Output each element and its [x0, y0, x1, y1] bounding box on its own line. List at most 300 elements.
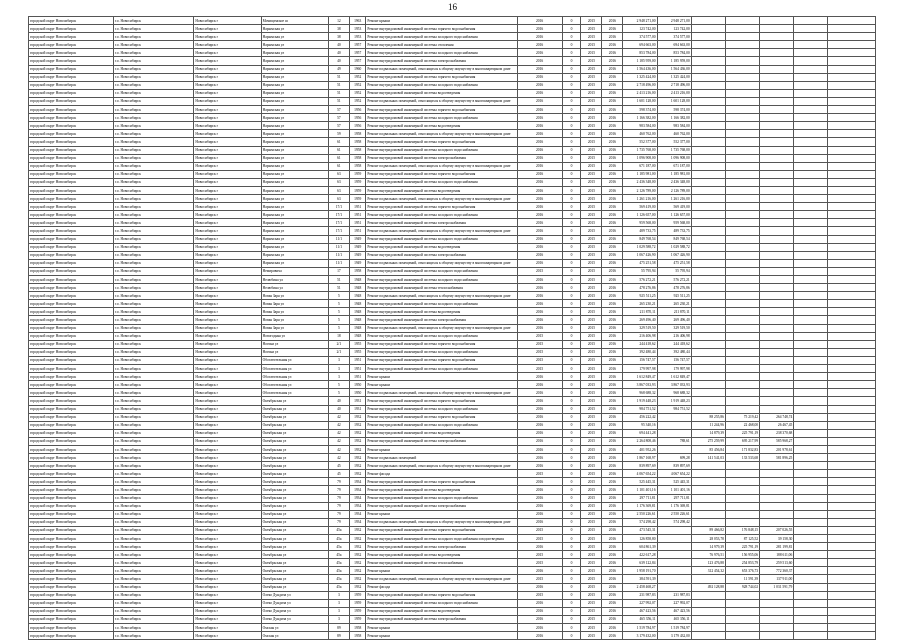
table-cell: г.о. Новосибирск — [113, 624, 194, 632]
table-cell: 2015 — [581, 292, 602, 300]
table-cell: 264 748,74 — [760, 413, 794, 421]
table-cell — [828, 259, 876, 267]
table-cell: Новосибирск г — [194, 162, 261, 170]
table-cell — [794, 632, 828, 640]
table-cell: городской округ Новосибирск — [29, 445, 114, 453]
table-cell: 374 577,00 — [657, 33, 691, 41]
table-cell: 28 053,78 — [691, 535, 725, 543]
table-cell — [794, 551, 828, 559]
table-cell — [691, 332, 725, 340]
table-cell: 2015 — [581, 138, 602, 146]
table-cell: 1956 — [349, 114, 366, 122]
table-cell: 2015 — [581, 73, 602, 81]
table-cell: Ремонт внутридомовой инженерной системы водоотведения — [366, 486, 517, 494]
table-cell: г.о. Новосибирск — [113, 267, 194, 275]
table-cell: 581 896,25 — [760, 454, 794, 462]
table-cell: г.о. Новосибирск — [113, 324, 194, 332]
table-cell: 2015 — [581, 454, 602, 462]
table-cell: 1958 — [349, 162, 366, 170]
table-cell: 2015 — [581, 41, 602, 49]
table-cell: г.о. Новосибирск — [113, 567, 194, 575]
table-cell: 2015 — [581, 162, 602, 170]
table-cell — [691, 405, 725, 413]
table-cell: Новосибирск г — [194, 632, 261, 640]
table-cell: 0 — [562, 57, 581, 65]
table-cell: 0 — [562, 97, 581, 105]
table-cell: городской округ Новосибирск — [29, 518, 114, 526]
table-cell: 1934 — [349, 502, 366, 510]
table-cell: Октябрьская ул — [261, 397, 328, 405]
table-cell — [828, 502, 876, 510]
table-row — [29, 276, 876, 284]
table-cell — [657, 445, 691, 453]
table-cell — [657, 429, 691, 437]
table-cell: 1952 — [349, 81, 366, 89]
table-cell: 2015 — [581, 510, 602, 518]
table-cell — [794, 332, 828, 340]
table-cell — [828, 203, 876, 211]
table-cell: 2016 — [517, 292, 562, 300]
table-cell: городской округ Новосибирск — [29, 494, 114, 502]
table-row — [29, 324, 876, 332]
table-cell — [725, 365, 759, 373]
table-cell: 2016 — [517, 624, 562, 632]
table-cell: 467 423,56 — [657, 607, 691, 615]
table-cell: 2016 — [517, 114, 562, 122]
table-cell: 1948 — [349, 308, 366, 316]
table-cell — [794, 624, 828, 632]
table-cell: 171 832,83 — [725, 445, 759, 453]
table-cell: Новосибирск г — [194, 535, 261, 543]
table-cell: 2016 — [602, 332, 623, 340]
table-cell: 1959 — [349, 178, 366, 186]
table-cell — [794, 494, 828, 502]
table-cell: 79 — [328, 486, 349, 494]
table-cell: 0 — [562, 259, 581, 267]
table-cell: Октябрьская ул — [261, 429, 328, 437]
table-cell — [691, 138, 725, 146]
table-cell: г.о. Новосибирск — [113, 162, 194, 170]
table-cell — [828, 162, 876, 170]
table-cell — [794, 122, 828, 130]
table-cell: Ремонт подвальных помещений, относящихся к общему имуществу в многоквартирном доме — [366, 389, 517, 397]
table-row — [29, 381, 876, 389]
table-cell — [691, 373, 725, 381]
table-cell: 2015 — [581, 154, 602, 162]
table-cell: 1951 — [349, 227, 366, 235]
table-cell: 11 591,39 — [725, 575, 759, 583]
table-cell: г.о. Новосибирск — [113, 49, 194, 57]
table-cell: 2016 — [602, 154, 623, 162]
table-cell: Новосибирск г — [194, 373, 261, 381]
table-cell — [828, 607, 876, 615]
table-cell — [794, 49, 828, 57]
table-row — [29, 567, 876, 575]
table-cell: Обогатительная ул — [261, 356, 328, 364]
table-cell — [828, 316, 876, 324]
table-cell: 2015 — [581, 478, 602, 486]
table-cell: 1 325 424,00 — [657, 73, 691, 81]
table-cell: 51 — [328, 89, 349, 97]
table-cell: 0 — [562, 494, 581, 502]
table-cell: 88 255,86 — [691, 413, 725, 421]
table-cell — [828, 219, 876, 227]
table-cell: 297 711,81 — [657, 494, 691, 502]
table-cell — [794, 486, 828, 494]
table-cell — [760, 17, 794, 25]
table-cell: 0 — [562, 575, 581, 583]
table-row — [29, 114, 876, 122]
table-cell: 2015 — [581, 356, 602, 364]
table-row — [29, 591, 876, 599]
table-cell: Ремонт подвальных помещений, относящихся к общему имуществу в многоквартирном доме — [366, 65, 517, 73]
table-cell: Октябрьская ул — [261, 583, 328, 591]
table-cell: 2015 — [581, 348, 602, 356]
table-cell — [794, 195, 828, 203]
table-cell: 2016 — [517, 413, 562, 421]
table-cell: Октябрьская ул — [261, 413, 328, 421]
table-row — [29, 454, 876, 462]
table-cell: 2015 — [581, 259, 602, 267]
table-cell: 2015 — [581, 470, 602, 478]
table-cell: Ремонт внутридомовой инженерной системы электроснабжения — [366, 154, 517, 162]
table-cell: 1952 — [349, 97, 366, 105]
table-cell: городской округ Новосибирск — [29, 162, 114, 170]
table-cell: Ремонт внутридомовой инженерной системы горячего водоснабжения — [366, 397, 517, 405]
table-cell: г.о. Новосибирск — [113, 543, 194, 551]
table-cell: городской округ Новосибирск — [29, 470, 114, 478]
table-cell: Октябрьская ул — [261, 421, 328, 429]
table-cell: 51 — [328, 73, 349, 81]
table-cell: городской округ Новосибирск — [29, 211, 114, 219]
table-cell — [691, 106, 725, 114]
table-cell: 49 — [328, 65, 349, 73]
table-cell: 2015 — [517, 551, 562, 559]
table-cell: 2016 — [517, 122, 562, 130]
table-cell: 0 — [562, 17, 581, 25]
table-cell: 2015 — [581, 429, 602, 437]
table-cell: г.о. Новосибирск — [113, 33, 194, 41]
table-cell: Октябрьская ул — [261, 502, 328, 510]
table-cell — [828, 154, 876, 162]
table-cell: 2016 — [602, 591, 623, 599]
table-cell: Ремонт крыши — [366, 17, 517, 25]
table-cell — [725, 203, 759, 211]
table-cell — [725, 49, 759, 57]
table-cell — [691, 615, 725, 623]
table-cell: Нарымская ул — [261, 41, 328, 49]
table-cell: г.о. Новосибирск — [113, 615, 194, 623]
table-cell — [760, 373, 794, 381]
table-cell: 2015 — [581, 81, 602, 89]
table-cell: Новосибирск г — [194, 186, 261, 194]
table-cell: 17/1 — [328, 211, 349, 219]
table-cell: Ремонт внутридомовой инженерной системы горячего водоснабжения — [366, 478, 517, 486]
table-cell — [828, 292, 876, 300]
table-cell — [794, 219, 828, 227]
table-cell: Ремонт крыши — [366, 624, 517, 632]
table-cell — [760, 365, 794, 373]
table-cell: Новосибирск г — [194, 81, 261, 89]
table-cell — [828, 437, 876, 445]
table-cell: Ремонт внутридомовой инженерной системы электроснабжения — [366, 57, 517, 65]
table-cell: Новосибирск г — [194, 348, 261, 356]
table-cell: городской округ Новосибирск — [29, 33, 114, 41]
table-cell: 1963 — [349, 17, 366, 25]
table-row — [29, 559, 876, 567]
table-cell: 2015 — [581, 599, 602, 607]
table-cell: 2016 — [517, 259, 562, 267]
table-cell: 2016 — [602, 65, 623, 73]
table-cell: 188 611,06 — [760, 551, 794, 559]
table-row — [29, 478, 876, 486]
table-cell: Ремонт внутридомовой инженерной системы холодного водоснабжения — [366, 365, 517, 373]
table-cell: Новосибирск г — [194, 267, 261, 275]
table-cell: Ремонт внутридомовой инженерной системы электроснабжения — [366, 543, 517, 551]
table-cell: 3 — [328, 599, 349, 607]
table-cell: 2015 — [581, 607, 602, 615]
table-cell: 2016 — [602, 348, 623, 356]
table-cell: 2016 — [602, 73, 623, 81]
table-cell — [691, 389, 725, 397]
table-cell — [725, 65, 759, 73]
table-cell: 2015 — [581, 494, 602, 502]
table-cell: Ремонт подвальных помещений, относящихся к общему имуществу в многоквартирном доме — [366, 324, 517, 332]
table-cell: Нарымская ул — [261, 97, 328, 105]
table-cell: 2016 — [602, 405, 623, 413]
table-cell — [725, 73, 759, 81]
table-cell: 849 768,54 — [657, 235, 691, 243]
table-cell: 0 — [562, 518, 581, 526]
table-cell: Ремонт внутридомовой инженерной системы холодного водоснабжения — [366, 421, 517, 429]
table-cell: 2016 — [602, 470, 623, 478]
table-cell: городской округ Новосибирск — [29, 324, 114, 332]
table-cell: 2015 — [581, 170, 602, 178]
table-cell: 2015 — [581, 583, 602, 591]
table-cell — [725, 324, 759, 332]
table-cell: 2015 — [517, 470, 562, 478]
table-cell: 2016 — [517, 57, 562, 65]
table-cell: 0 — [562, 65, 581, 73]
table-cell: 0 — [562, 130, 581, 138]
table-cell: Ремонт внутридомовой инженерной системы водоотведения — [366, 243, 517, 251]
table-cell — [760, 356, 794, 364]
table-cell — [828, 405, 876, 413]
table-cell — [725, 81, 759, 89]
table-row — [29, 316, 876, 324]
table-cell: Ремонт подвальных помещений, относящихся к общему имуществу в многоквартирном доме — [366, 462, 517, 470]
table-cell: 2015 — [517, 591, 562, 599]
table-cell: Ремонт внутридомовой инженерной системы холодного водоснабжения и водоотведения — [366, 535, 517, 543]
table-cell: 1958 — [349, 146, 366, 154]
table-cell: Новосибирск г — [194, 41, 261, 49]
table-cell: 2016 — [517, 502, 562, 510]
table-cell: городской округ Новосибирск — [29, 624, 114, 632]
table-cell: Нарымская ул — [261, 178, 328, 186]
table-cell — [691, 41, 725, 49]
table-cell: 55 795,94 — [657, 267, 691, 275]
table-cell: 39 158,30 — [760, 535, 794, 543]
table-cell: Омская ул — [261, 632, 328, 640]
table-cell: 1951 — [349, 211, 366, 219]
table-row — [29, 583, 876, 591]
table-cell: Новосибирск г — [194, 203, 261, 211]
table-cell: г.о. Новосибирск — [113, 373, 194, 381]
table-cell — [691, 510, 725, 518]
table-cell — [828, 186, 876, 194]
table-cell: г.о. Новосибирск — [113, 178, 194, 186]
table-cell: 2015 — [517, 575, 562, 583]
table-cell: Октябрьская ул — [261, 535, 328, 543]
table-cell: Новая Заря ул — [261, 300, 328, 308]
table-cell: 1 735 768,00 — [657, 146, 691, 154]
table-cell: 0 — [562, 615, 581, 623]
table-cell: 2016 — [602, 551, 623, 559]
table-row — [29, 575, 876, 583]
table-cell: 2016 — [517, 389, 562, 397]
table-cell — [760, 348, 794, 356]
table-cell: 598 374,00 — [623, 106, 657, 114]
table-cell: 1951 — [349, 203, 366, 211]
table-cell: 467 423,56 — [623, 607, 657, 615]
table-cell: 2016 — [602, 624, 623, 632]
table-cell: 839 897,69 — [623, 462, 657, 470]
table-cell — [725, 478, 759, 486]
table-cell: 2015 — [581, 195, 602, 203]
table-cell: 694 663,00 — [657, 41, 691, 49]
table-cell: 0 — [562, 429, 581, 437]
table-cell: Немировича — [261, 267, 328, 275]
table-cell: г.о. Новосибирск — [113, 535, 194, 543]
table-cell: 51 — [328, 276, 349, 284]
table-cell — [760, 397, 794, 405]
table-cell: городской округ Новосибирск — [29, 170, 114, 178]
table-cell — [657, 526, 691, 534]
table-cell — [794, 356, 828, 364]
table-cell: 0 — [562, 146, 581, 154]
table-cell: Новосибирск г — [194, 615, 261, 623]
table-cell — [691, 356, 725, 364]
table-cell: 176 848,15 — [725, 526, 759, 534]
table-cell — [691, 81, 725, 89]
table-cell — [691, 591, 725, 599]
table-cell — [794, 89, 828, 97]
table-cell — [828, 518, 876, 526]
table-cell — [725, 389, 759, 397]
table-cell: 254 853,79 — [725, 559, 759, 567]
table-cell: 2015 — [581, 300, 602, 308]
table-cell: г.о. Новосибирск — [113, 356, 194, 364]
table-cell — [794, 308, 828, 316]
table-cell: 57 — [328, 114, 349, 122]
table-cell: Обогатительная ул — [261, 389, 328, 397]
table-cell: 0 — [562, 292, 581, 300]
table-cell: 17 — [328, 267, 349, 275]
table-cell: 1934 — [349, 486, 366, 494]
table-cell — [794, 567, 828, 575]
table-cell: 2016 — [517, 219, 562, 227]
table-cell: 0 — [562, 73, 581, 81]
table-cell: Новосибирск г — [194, 567, 261, 575]
table-cell: 2016 — [517, 49, 562, 57]
table-cell: 0 — [562, 138, 581, 146]
table-cell: Новосибирск г — [194, 97, 261, 105]
table-cell: 2016 — [602, 122, 623, 130]
table-cell: 75 219,42 — [725, 413, 759, 421]
table-cell: 0 — [562, 276, 581, 284]
table-cell: 61 — [328, 162, 349, 170]
table-cell: 42 — [328, 437, 349, 445]
table-cell: 61 — [328, 154, 349, 162]
table-cell: Новогодняя ул — [261, 332, 328, 340]
table-cell: г.о. Новосибирск — [113, 97, 194, 105]
table-cell — [794, 437, 828, 445]
table-cell: 2016 — [602, 25, 623, 33]
table-cell — [725, 106, 759, 114]
table-cell — [657, 535, 691, 543]
table-cell: Новосибирск г — [194, 543, 261, 551]
table-cell: 0 — [562, 599, 581, 607]
table-cell: городской округ Новосибирск — [29, 219, 114, 227]
table-cell — [760, 178, 794, 186]
table-cell — [794, 583, 828, 591]
table-cell: Ремонт внутридомовой инженерной системы холодного водоснабжения — [366, 49, 517, 57]
table-cell: Ремонт внутридомовой инженерной системы горячего водоснабжения — [366, 526, 517, 534]
table-cell: Новосибирск г — [194, 421, 261, 429]
table-cell — [691, 89, 725, 97]
table-cell: 2016 — [602, 365, 623, 373]
table-cell: 2016 — [517, 154, 562, 162]
table-cell: 0 — [562, 178, 581, 186]
table-cell: 5 — [328, 389, 349, 397]
table-cell — [725, 211, 759, 219]
table-cell: 2015 — [581, 49, 602, 57]
table-cell: 2016 — [602, 251, 623, 259]
table-cell: 4 067 654,22 — [657, 470, 691, 478]
table-cell: 2015 — [581, 486, 602, 494]
table-cell — [828, 138, 876, 146]
table-cell — [760, 146, 794, 154]
table-cell — [691, 381, 725, 389]
table-cell: городской округ Новосибирск — [29, 373, 114, 381]
table-cell — [794, 114, 828, 122]
table-cell: 1952 — [349, 73, 366, 81]
table-cell: Новосибирск г — [194, 235, 261, 243]
table-cell — [725, 178, 759, 186]
table-cell: Октябрьская ул — [261, 543, 328, 551]
table-cell: 79 — [328, 502, 349, 510]
table-cell: г.о. Новосибирск — [113, 146, 194, 154]
table-cell — [828, 356, 876, 364]
table-cell: 269 496,40 — [657, 316, 691, 324]
table-cell: 2016 — [517, 211, 562, 219]
table-cell — [828, 615, 876, 623]
table-cell: 1 185 959,00 — [657, 57, 691, 65]
table-cell: 2015 — [517, 365, 562, 373]
table-cell: 2016 — [602, 340, 623, 348]
table-cell: 478 276,86 — [623, 284, 657, 292]
table-cell: 1958 — [349, 267, 366, 275]
table-row — [29, 97, 876, 105]
table-cell: 3 — [328, 365, 349, 373]
table-cell — [725, 292, 759, 300]
table-cell: 259 513,60 — [760, 559, 794, 567]
table-cell — [828, 486, 876, 494]
table-cell — [657, 575, 691, 583]
table-cell — [828, 235, 876, 243]
table-row — [29, 421, 876, 429]
table-cell: 653 376,73 — [725, 567, 759, 575]
